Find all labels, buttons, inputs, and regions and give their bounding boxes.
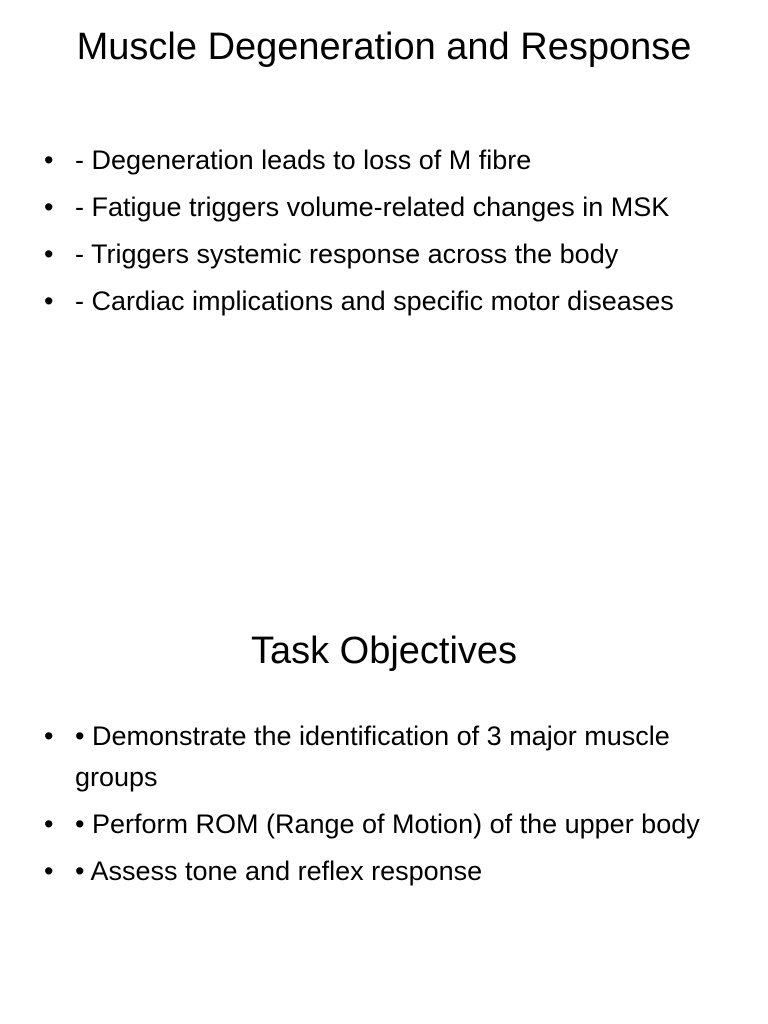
slide-title: Muscle Degeneration and Response (76, 26, 692, 68)
bullet-dot-icon: • (44, 721, 54, 751)
bullet-text: • Perform ROM (Range of Motion) of the upper body (75, 809, 700, 839)
bullet-text: • Demonstrate the identification of 3 major muscle groups (75, 721, 670, 792)
list-item (44, 281, 704, 322)
list-item (44, 234, 704, 275)
slide-task-objectives (0, 512, 768, 1024)
bullet-text: - Fatigue triggers volume-related changes in MSK (75, 192, 670, 222)
list-item (44, 716, 704, 798)
bullet-dot-icon: • (44, 809, 54, 839)
list-item (44, 851, 704, 892)
bullet-dot-icon: • (44, 145, 54, 175)
bullet-text: - Degeneration leads to loss of M fibre (75, 145, 532, 175)
bullet-dot-icon: • (44, 192, 54, 222)
bullet-dot-icon: • (44, 239, 54, 269)
list-item (44, 187, 704, 228)
bullet-list (44, 140, 704, 328)
bullet-text: - Cardiac implications and specific motor diseases (75, 286, 674, 316)
bullet-list (44, 716, 704, 898)
bullet-text: • Assess tone and reflex response (75, 856, 483, 886)
bullet-text: - Triggers systemic response across the body (75, 239, 619, 269)
bullet-dot-icon: • (44, 286, 54, 316)
list-item (44, 804, 704, 845)
bullet-dot-icon: • (44, 856, 54, 886)
list-item (44, 140, 704, 181)
slide-title: Task Objectives (250, 630, 518, 672)
